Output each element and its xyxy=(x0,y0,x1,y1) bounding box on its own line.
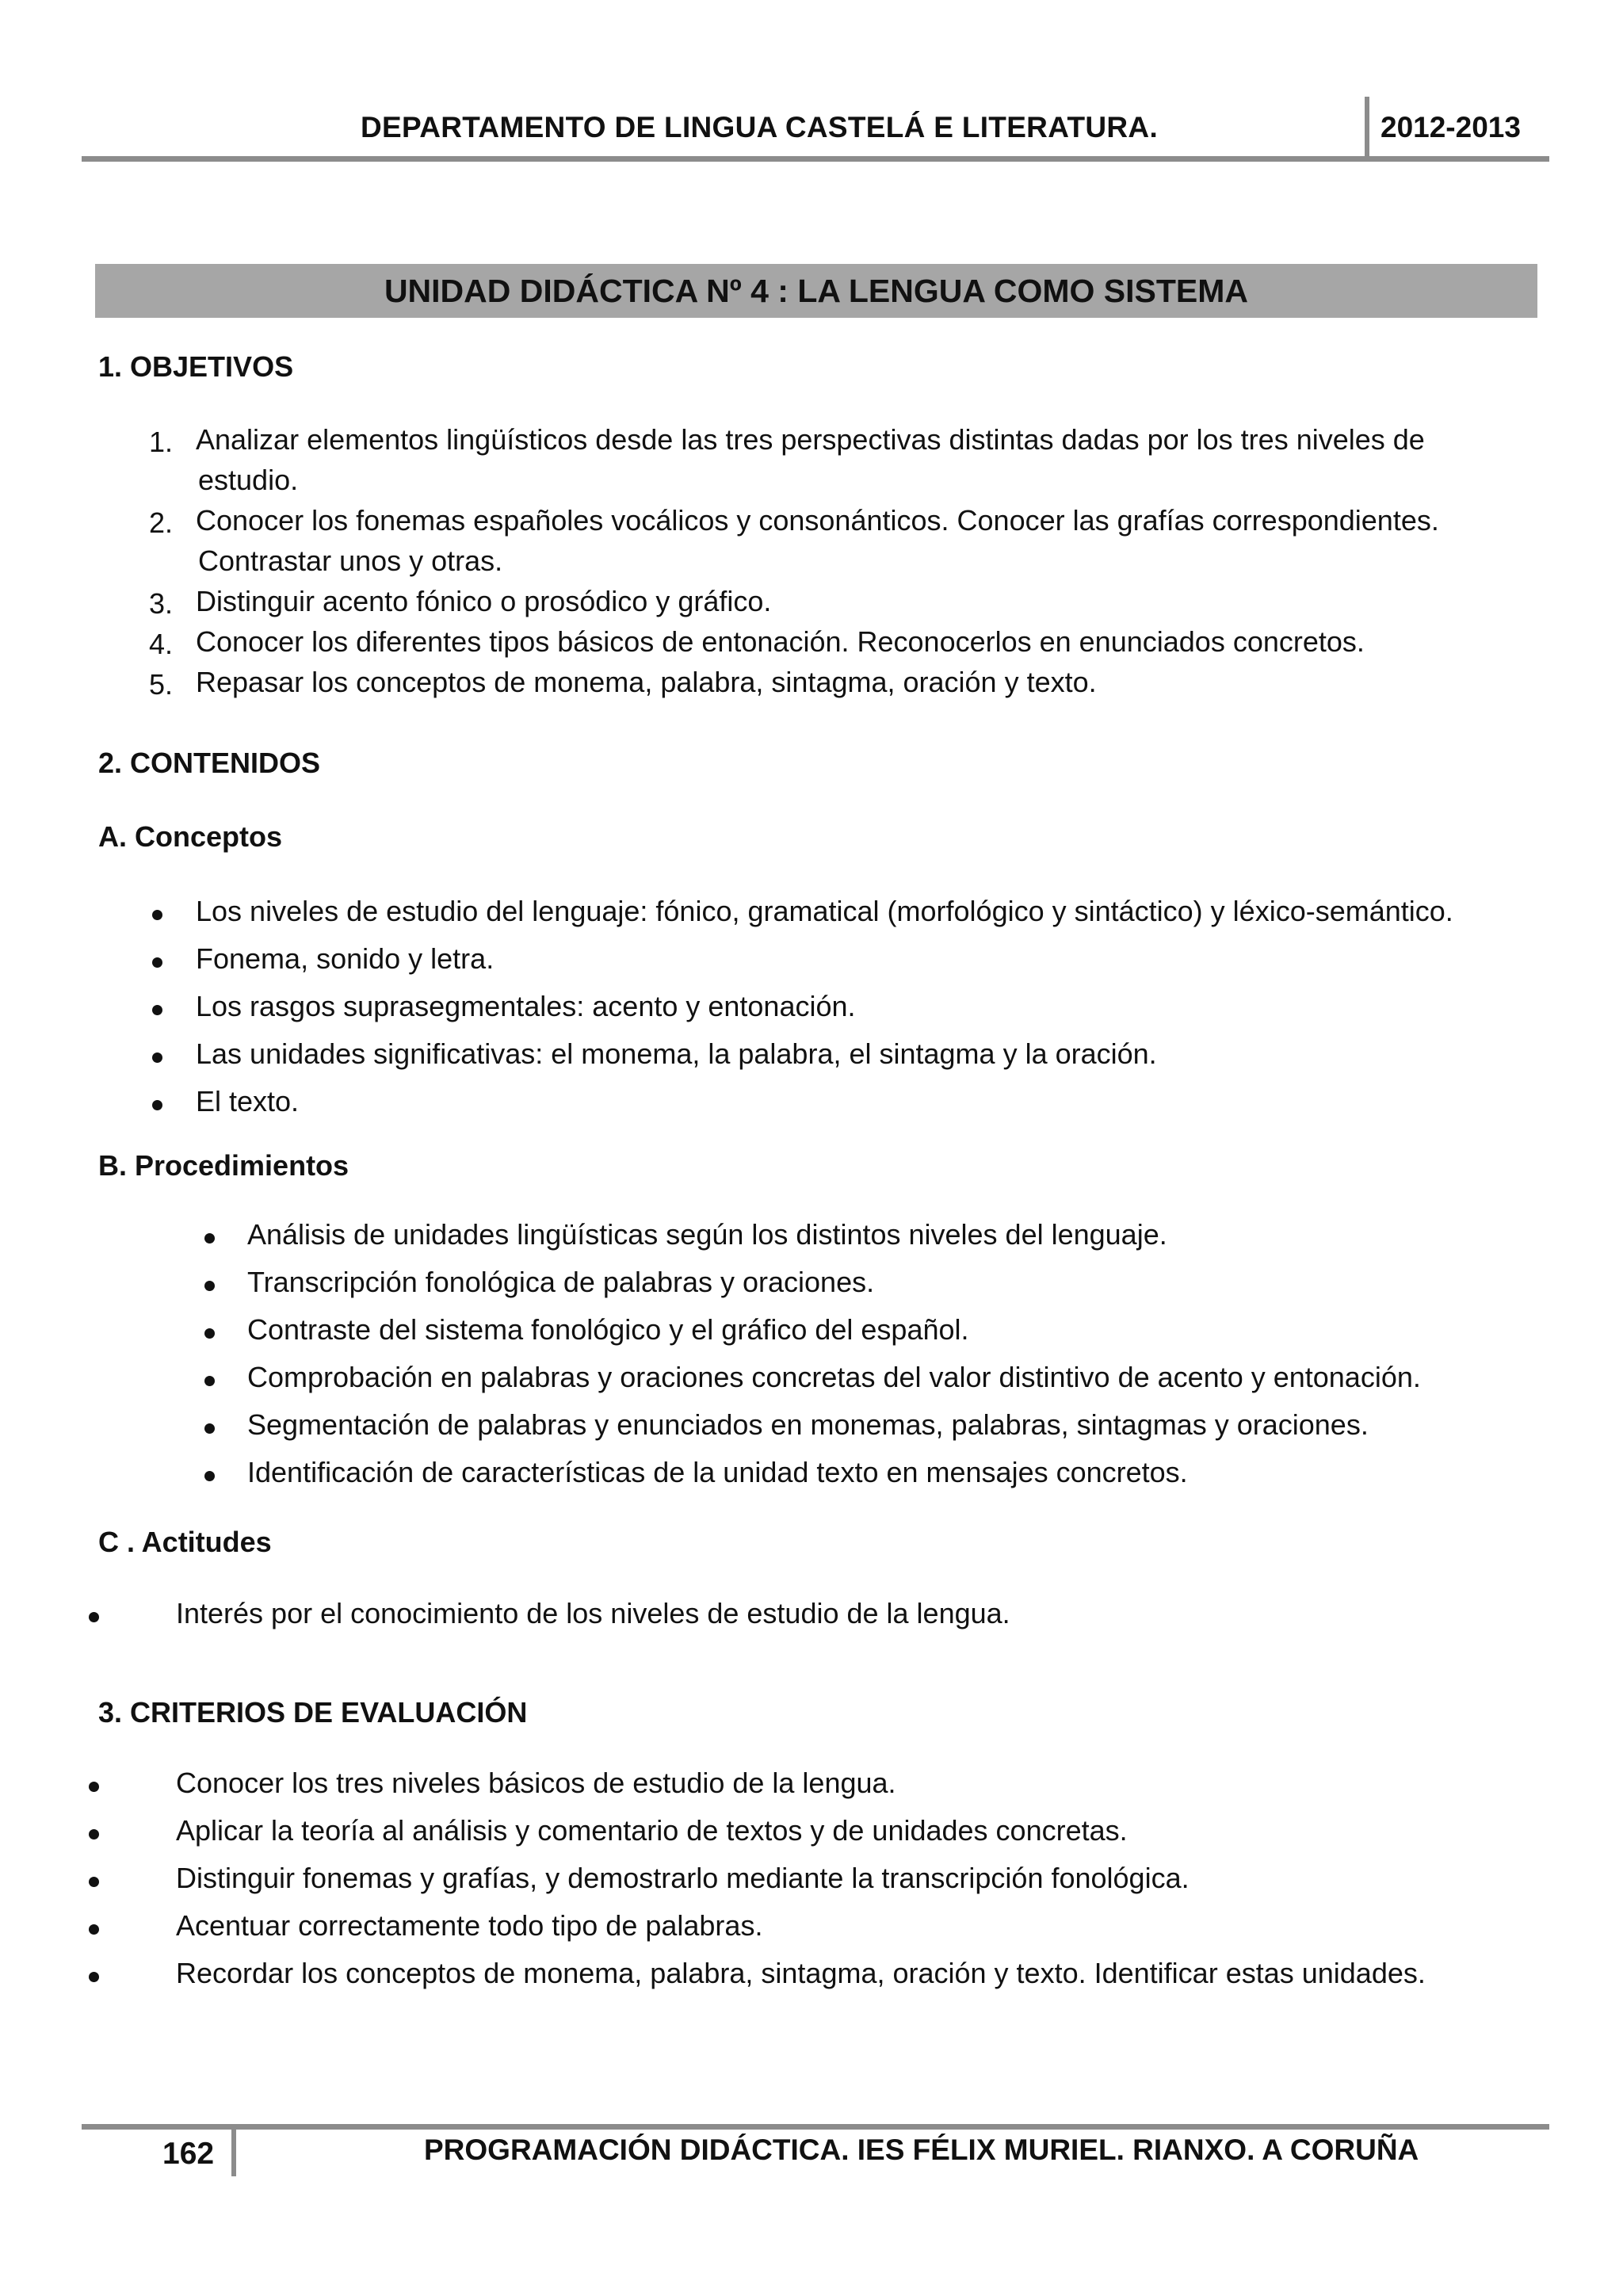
bullet-icon xyxy=(204,1423,215,1434)
objective-line: Conocer los diferentes tipos básicos de entonación. Reconocerlos en enunciados concretos. xyxy=(196,625,1365,658)
objective-number: 5. xyxy=(149,668,174,701)
list-item: Fonema, sonido y letra. xyxy=(196,942,495,975)
bullet-icon xyxy=(89,1877,99,1887)
objective-line: Distinguir acento fónico o prosódico y gráfico. xyxy=(196,585,772,617)
bullet-icon xyxy=(152,1052,162,1063)
list-item: Conocer los tres niveles básicos de estudio de la lengua. xyxy=(176,1767,896,1799)
list-item: Análisis de unidades lingüísticas según los distintos niveles del lenguaje. xyxy=(247,1218,1167,1251)
subsection-heading-conceptos: A. Conceptos xyxy=(98,820,283,853)
footer-separator xyxy=(231,2124,236,2176)
list-item: Los niveles de estudio del lenguaje: fónico, gramatical (morfológico y sintáctico) y léxico-semántico. xyxy=(196,895,1453,927)
list-item: Aplicar la teoría al análisis y comentario de textos y de unidades concretas. xyxy=(176,1814,1128,1847)
page-number: 162 xyxy=(162,2137,215,2171)
objective-line: Conocer los fonemas españoles vocálicos y consonánticos. Conocer las grafías correspondientes. xyxy=(196,504,1439,537)
objective-number: 4. xyxy=(149,628,174,660)
bullet-icon xyxy=(152,957,162,968)
objective-line: estudio. xyxy=(198,464,299,496)
header-department: DEPARTAMENTO DE LINGUA CASTELÁ E LITERATURA. xyxy=(361,111,1159,143)
unit-title: UNIDAD DIDÁCTICA Nº 4 : LA LENGUA COMO SISTEMA xyxy=(384,272,1249,309)
bullet-icon xyxy=(152,1100,162,1110)
list-item: El texto. xyxy=(196,1085,300,1117)
bullet-icon xyxy=(204,1281,215,1291)
list-item: Acentuar correctamente todo tipo de palabras. xyxy=(176,1909,763,1942)
bullet-icon xyxy=(89,1829,99,1839)
header-separator xyxy=(1365,97,1369,160)
header-year: 2012-2013 xyxy=(1381,111,1521,143)
objective-line: Analizar elementos lingüísticos desde las tres perspectivas distintas dadas por los tres niveles de xyxy=(196,423,1425,456)
bullet-icon xyxy=(204,1376,215,1386)
section-heading-criterios: 3. CRITERIOS DE EVALUACIÓN xyxy=(98,1696,528,1729)
objective-number: 1. xyxy=(149,426,174,458)
bullet-icon xyxy=(89,1782,99,1792)
list-item: Identificación de características de la unidad texto en mensajes concretos. xyxy=(247,1456,1188,1488)
list-item: Recordar los conceptos de monema, palabra, sintagma, oración y texto. Identificar estas unidades. xyxy=(176,1957,1426,1989)
list-item: Segmentación de palabras y enunciados en monemas, palabras, sintagmas y oraciones. xyxy=(247,1408,1369,1441)
bullet-icon xyxy=(89,1972,99,1982)
list-item: Comprobación en palabras y oraciones concretas del valor distintivo de acento y entonación. xyxy=(247,1361,1421,1393)
header-rule xyxy=(82,156,1549,162)
objective-number: 2. xyxy=(149,506,174,539)
list-item: Las unidades significativas: el monema, la palabra, el sintagma y la oración. xyxy=(196,1037,1157,1070)
list-item: Contraste del sistema fonológico y el gráfico del español. xyxy=(247,1313,969,1346)
objective-line: Repasar los conceptos de monema, palabra, sintagma, oración y texto. xyxy=(196,666,1097,698)
unit-title-bar xyxy=(95,264,1537,318)
section-heading-objetivos: 1. OBJETIVOS xyxy=(98,350,294,383)
bullet-icon xyxy=(204,1328,215,1339)
bullet-icon xyxy=(204,1233,215,1244)
list-item: Interés por el conocimiento de los niveles de estudio de la lengua. xyxy=(176,1597,1010,1629)
bullet-icon xyxy=(152,910,162,920)
footer-rule xyxy=(82,2124,1549,2130)
section-heading-contenidos: 2. CONTENIDOS xyxy=(98,747,321,779)
footer-text: PROGRAMACIÓN DIDÁCTICA. IES FÉLIX MURIEL. RIANXO. A CORUÑA xyxy=(424,2134,1419,2166)
list-item: Distinguir fonemas y grafías, y demostrarlo mediante la transcripción fonológica. xyxy=(176,1862,1190,1894)
subsection-heading-procedimientos: B. Procedimientos xyxy=(98,1149,349,1182)
bullet-icon xyxy=(152,1005,162,1015)
subsection-heading-actitudes: C . Actitudes xyxy=(98,1526,272,1558)
list-item: Transcripción fonológica de palabras y oraciones. xyxy=(247,1266,875,1298)
objective-number: 3. xyxy=(149,587,174,620)
bullet-icon xyxy=(204,1471,215,1481)
list-item: Los rasgos suprasegmentales: acento y entonación. xyxy=(196,990,856,1022)
bullet-icon xyxy=(89,1924,99,1935)
bullet-icon xyxy=(89,1612,99,1622)
objective-line: Contrastar unos y otras. xyxy=(198,544,503,577)
